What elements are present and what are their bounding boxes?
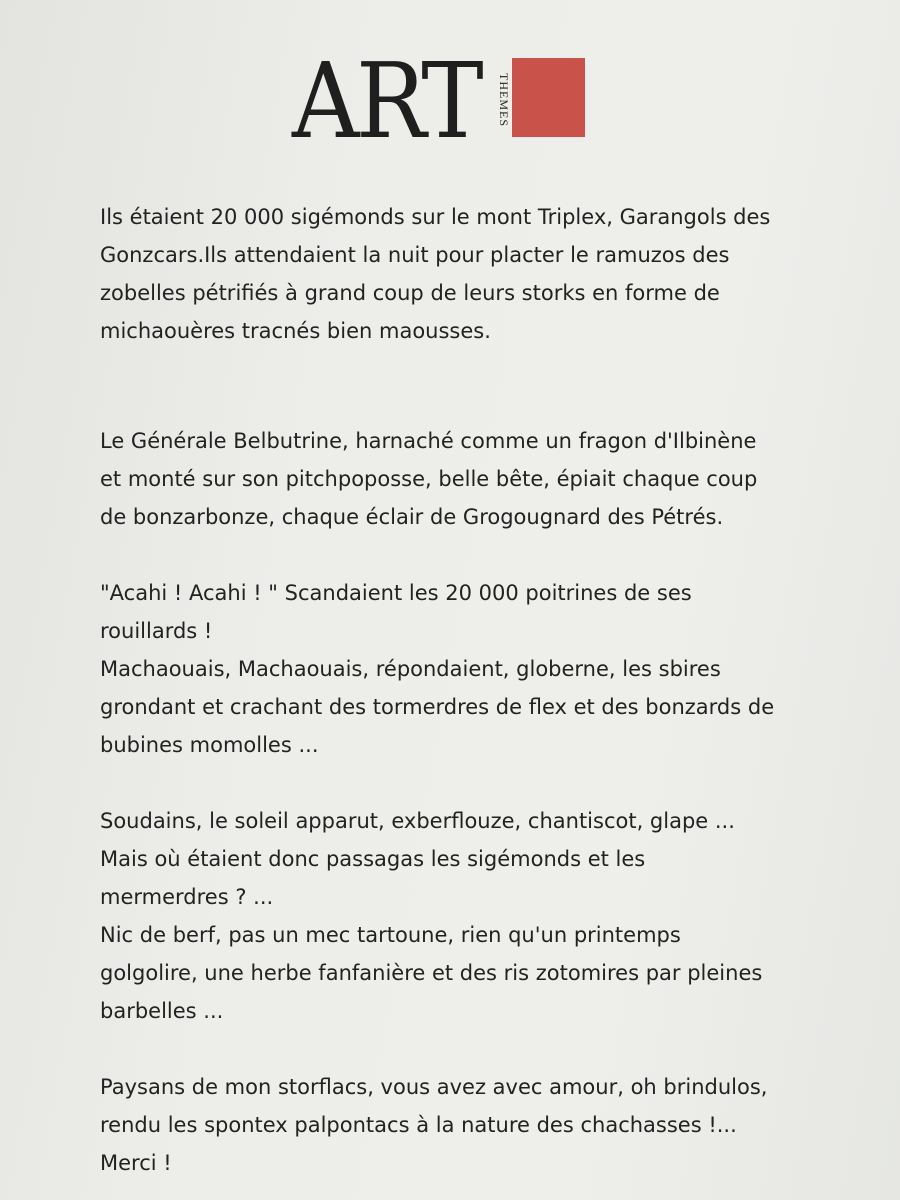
paragraph-5 [100, 1068, 870, 1182]
paragraph-gap [100, 1030, 870, 1068]
text-line: zobelles pétrifiés à grand coup de leurs storks en forme de [100, 281, 720, 305]
paragraph-gap [100, 388, 870, 422]
text-line: golgolire, une herbe fanfanière et des ris zotomires par pleines [100, 961, 763, 985]
logo-subtitle: THEMES [497, 73, 511, 127]
text-line: Paysans de mon storflacs, vous avez avec amour, oh brindulos, [100, 1075, 768, 1099]
poem-text [100, 198, 870, 1182]
text-line: Ils étaient 20 000 sigémonds sur le mont Triplex, Garangols des [100, 205, 771, 229]
text-line: et monté sur son pitchpoposse, belle bête, épiait chaque coup [100, 467, 758, 491]
paragraph-gap [100, 536, 870, 574]
text-line: rendu les spontex palpontacs à la nature des chachasses !... [100, 1113, 737, 1137]
text-line: Gonzcars.Ils attendaient la nuit pour placter le ramuzos des [100, 243, 730, 267]
art-themes-logo [292, 40, 592, 162]
logo-wordmark: ART [292, 40, 481, 162]
text-line: rouillards ! [100, 619, 213, 643]
text-line: mermerdres ? ... [100, 885, 274, 909]
logo-red-square [512, 58, 585, 137]
paragraph-gap [100, 764, 870, 802]
text-line: grondant et crachant des tormerdres de flex et des bonzards de [100, 695, 775, 719]
text-line: bubines momolles ... [100, 733, 319, 757]
text-line: barbelles ... [100, 999, 224, 1023]
text-line: Mais où étaient donc passagas les sigémonds et les [100, 847, 646, 871]
text-line: de bonzarbonze, chaque éclair de Grogougnard des Pétrés. [100, 505, 724, 529]
text-line: michaouères tracnés bien maousses. [100, 319, 491, 343]
text-line: Nic de berf, pas un mec tartoune, rien qu'un printemps [100, 923, 681, 947]
text-line: Merci ! [100, 1151, 172, 1175]
text-line: Le Générale Belbutrine, harnaché comme un fragon d'Ilbinène [100, 429, 757, 453]
paragraph-2 [100, 422, 870, 536]
paragraph-4 [100, 802, 870, 1030]
paragraph-gap [100, 350, 870, 388]
paragraph-3 [100, 574, 870, 764]
text-line: Soudains, le soleil apparut, exberflouze, chantiscot, glape ... [100, 809, 735, 833]
text-line: Machaouais, Machaouais, répondaient, globerne, les sbires [100, 657, 721, 681]
text-line: "Acahi ! Acahi ! " Scandaient les 20 000 poitrines de ses [100, 581, 692, 605]
paragraph-1 [100, 198, 870, 350]
